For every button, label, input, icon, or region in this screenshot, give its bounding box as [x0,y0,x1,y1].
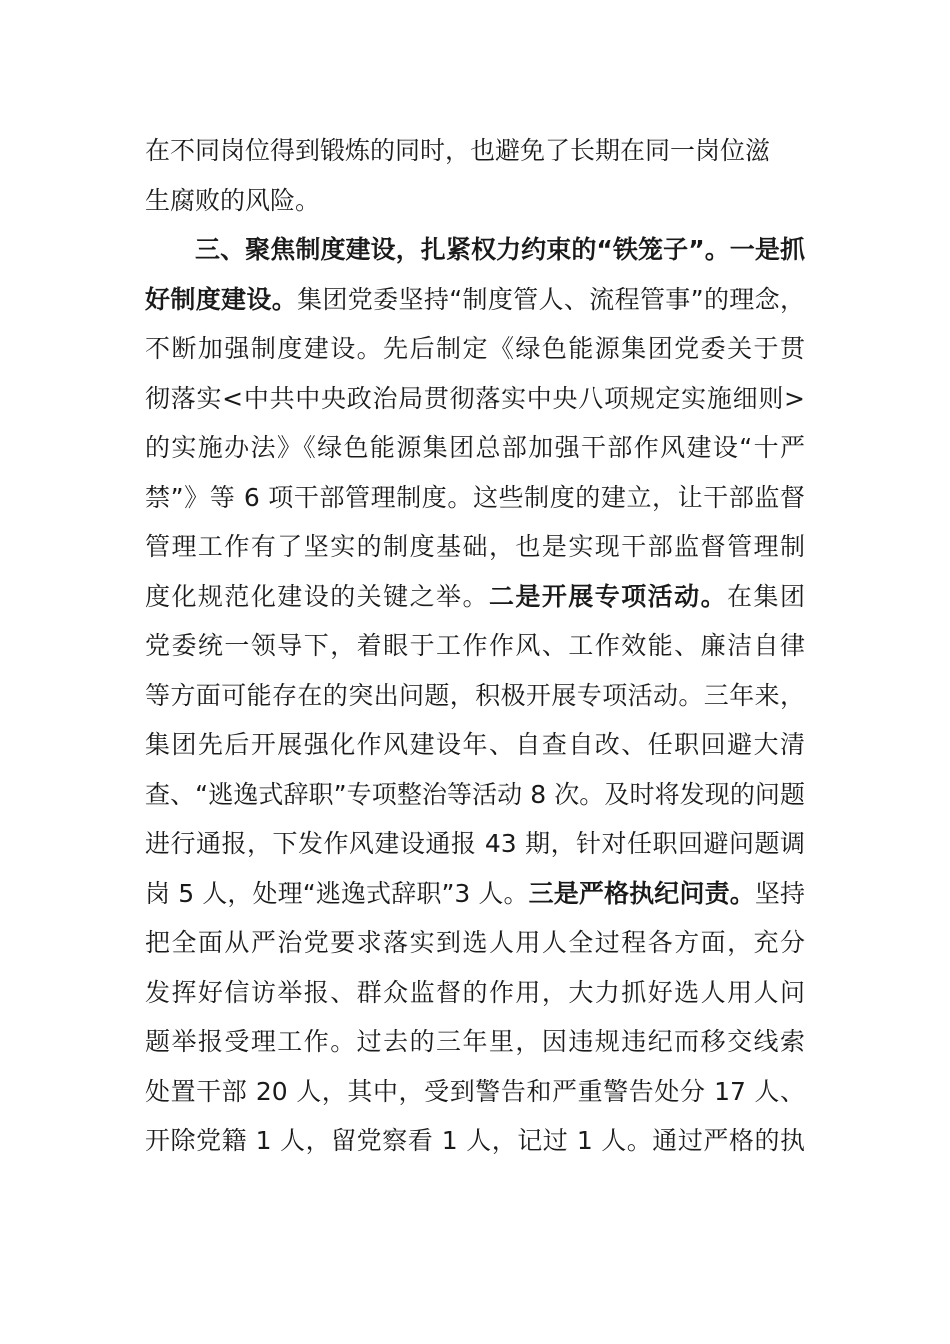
text-segment: 发挥好信访举报、群众监督的作用，大力抓好选人用人问 [145,977,805,1007]
text-segment: 查、“逃逸式辞职”专项整治等活动 8 次。及时将发现的问题 [145,779,805,809]
text-line [145,918,805,968]
bold-text-segment: 二是开展专项活动。 [488,581,728,611]
bold-text-segment: 三、聚焦制度建设，扎紧权力约束的“铁笼子”。一是抓 [195,235,805,264]
bold-text-segment: 三是严格执纪问责。 [528,878,755,908]
text-line [145,423,805,473]
text-line [145,522,805,572]
text-line [145,1017,805,1067]
text-segment: 管理工作有了坚实的制度基础，也是实现干部监督管理制 [145,532,805,561]
text-line [145,1116,805,1166]
text-line [145,869,805,919]
text-segment: 岗 5 人，处理“逃逸式辞职”3 人。 [145,878,529,908]
text-segment: 等方面可能存在的突出问题，积极开展专项活动。三年来， [145,680,805,710]
text-line [145,374,805,424]
text-line [145,770,805,820]
text-segment: 在集团 [727,581,805,611]
text-segment: 坚持 [754,878,805,908]
text-segment: 开除党籍 1 人，留党察看 1 人，记过 1 人。通过严格的执 [145,1126,805,1155]
text-line [145,621,805,671]
text-line [145,126,805,176]
text-line [145,671,805,721]
text-segment: 处置干部 20 人，其中，受到警告和严重警告处分 17 人、 [145,1076,805,1106]
text-line [145,819,805,869]
text-segment: 彻落实<中共中央政治局贯彻落实中央八项规定实施细则> [145,383,805,413]
text-segment: 题举报受理工作。过去的三年里，因违规违纪而移交线索 [145,1027,805,1056]
text-line [145,225,805,275]
text-segment: 集团先后开展强化作风建设年、自查自改、任职回避大清 [145,730,805,759]
text-segment: 集团党委坚持“制度管人、流程管事”的理念， [297,284,805,314]
text-segment: 禁”》等 6 项干部管理制度。这些制度的建立，让干部监督 [145,482,805,512]
text-segment: 在不同岗位得到锻炼的同时，也避免了长期在同一岗位滋 [145,136,771,165]
bold-text-segment: 好制度建设。 [145,284,298,314]
text-segment: 把全面从严治党要求落实到选人用人全过程各方面，充分 [145,928,805,957]
text-segment: 的实施办法》《绿色能源集团总部加强干部作风建设“十严 [145,433,805,462]
text-line [145,1067,805,1117]
text-line [145,720,805,770]
text-segment: 进行通报，下发作风建设通报 43 期，针对任职回避问题调 [145,829,805,858]
text-line [145,572,805,622]
text-line [145,176,805,226]
text-line [145,473,805,523]
text-segment: 党委统一领导下，着眼于工作作风、工作效能、廉洁自律 [145,631,805,660]
text-segment: 生腐败的风险。 [145,185,321,215]
body-text [145,126,805,1166]
text-line [145,968,805,1018]
text-segment: 不断加强制度建设。先后制定《绿色能源集团党委关于贯 [145,334,805,363]
text-line [145,324,805,374]
text-line [145,275,805,325]
text-segment: 度化规范化建设的关键之举。 [145,581,489,611]
